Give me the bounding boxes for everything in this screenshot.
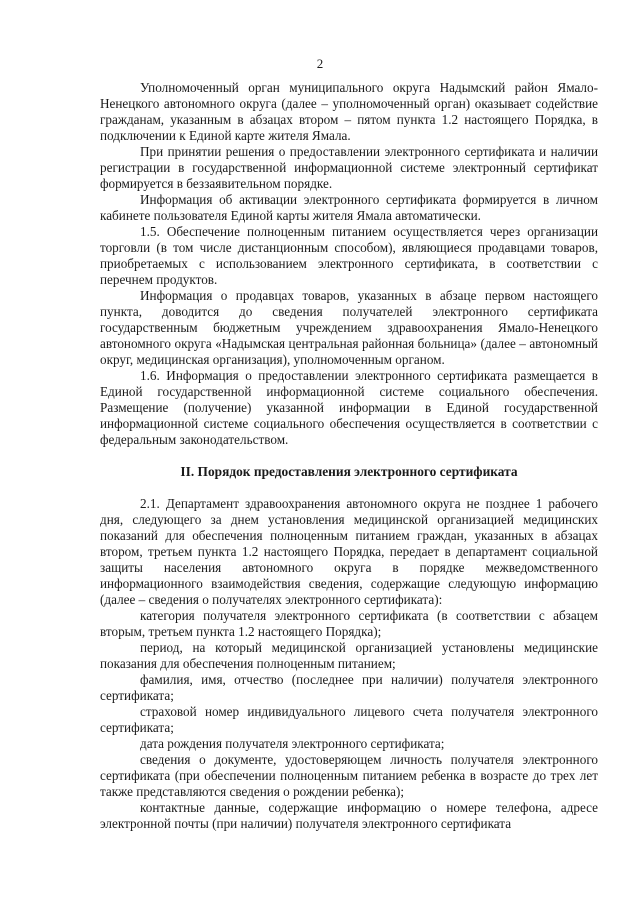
paragraph: 2.1. Департамент здравоохранения автономного округа не позднее 1 рабочего дня, следующего за днем установления медицинской организацией медицинских показаний для обеспечения полноценным питанием граждан, указанных в абзацах втором, третьем пункта 1.2 настоящего Порядка, передает в департамент социальной защиты населения автономного округа в порядке межведомственного информационного взаимодействия сведения, содержащие следующую информацию (далее – сведения о получателях электронного сертификата): bbox=[100, 496, 598, 607]
document-body bbox=[100, 80, 598, 832]
paragraph: контактные данные, содержащие информацию о номере телефона, адресе электронной почты (при наличии) получателя электронного сертификата bbox=[100, 800, 598, 831]
paragraph: дата рождения получателя электронного сертификата; bbox=[140, 736, 445, 751]
paragraph: Уполномоченный орган муниципального округа Надымский район Ямало-Ненецкого автономного округа (далее – уполномоченный орган) оказывает содействие гражданам, указанным в абзацах втором – пятом пункта 1.2 настоящего Порядка, в подключении к Единой карте жителя Ямала. bbox=[100, 80, 598, 143]
paragraph: страховой номер индивидуального лицевого счета получателя электронного сертификата; bbox=[100, 704, 598, 735]
paragraph: категория получателя электронного сертификата (в соответствии с абзацем вторым, третьем пункта 1.2 настоящего Порядка); bbox=[100, 608, 598, 639]
paragraph: фамилия, имя, отчество (последнее при наличии) получателя электронного сертификата; bbox=[100, 672, 598, 703]
paragraph: период, на который медицинской организацией установлены медицинские показания для обеспечения полноценным питанием; bbox=[100, 640, 598, 671]
section-heading: II. Порядок предоставления электронного сертификата bbox=[180, 464, 518, 479]
paragraph: 1.5. Обеспечение полноценным питанием осуществляется через организации торговли (в том числе дистанционным способом), являющиеся продавцами товаров, приобретаемых с использованием электронного сертификата, в соответствии с перечнем продуктов. bbox=[100, 224, 598, 287]
page-number: 2 bbox=[316, 56, 324, 71]
paragraph: Информация о продавцах товаров, указанных в абзаце первом настоящего пункта, доводится до сведения получателей электронного сертификата государственным бюджетным учреждением здравоохранения Ямало-Ненецкого автономного округа «Надымская центральная районная больница» (далее – автономный округ, медицинская организация), уполномоченным органом. bbox=[100, 288, 598, 367]
paragraph: сведения о документе, удостоверяющем личность получателя электронного сертификата (при обеспечении полноценным питанием ребенка в возрасте до трех лет также представляются сведения о рождении ребенка); bbox=[100, 752, 598, 799]
paragraph: При принятии решения о предоставлении электронного сертификата и наличии регистрации в государственной информационной системе электронный сертификат формируется в беззаявительном порядке. bbox=[100, 144, 598, 191]
paragraph: 1.6. Информация о предоставлении электронного сертификата размещается в Единой государственной информационной системе социального обеспечения. Размещение (получение) указанной информации в Единой государственной информационной системе социального обеспечения осуществляется в соответствии с федеральным законодательством. bbox=[100, 368, 598, 447]
paragraph: Информация об активации электронного сертификата формируется в личном кабинете пользователя Единой карты жителя Ямала автоматически. bbox=[100, 192, 598, 223]
